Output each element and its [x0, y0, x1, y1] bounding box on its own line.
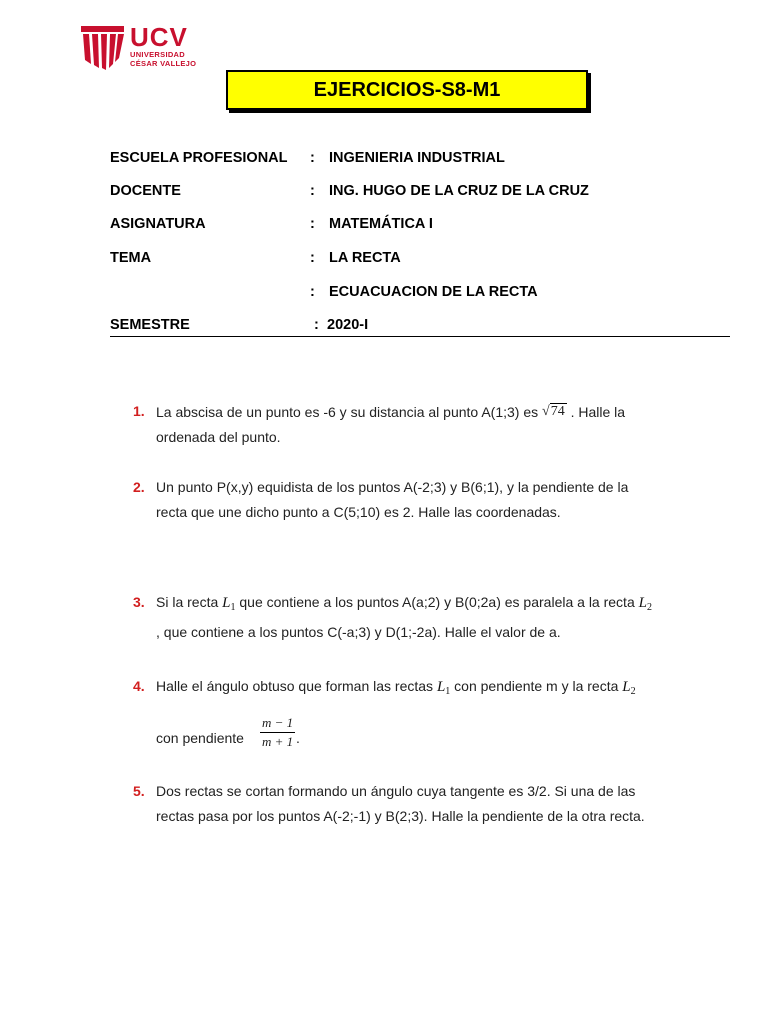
exercise-line: rectas pasa por los puntos A(-2;-1) y B(2;3). Halle la pendiente de la otra recta. [156, 808, 645, 824]
info-value: INGENIERIA INDUSTRIAL [329, 150, 505, 166]
line-l2-symbol: $L_2$ [622, 679, 636, 697]
info-key: TEMA [110, 250, 152, 266]
info-value: LA RECTA [329, 250, 401, 266]
exercise-text [156, 779, 736, 829]
document-title: EJERCICIOS-S8-M1 [226, 70, 588, 110]
info-separator: : [314, 317, 319, 333]
exercise-line: . [296, 730, 300, 746]
exercise-line: La abscisa de un punto es -6 y su distancia al punto A(1;3) es [156, 404, 543, 420]
logo-name: UCV [130, 22, 188, 52]
exercise-text [156, 399, 736, 450]
exercise-line: que contiene a los puntos A(a;2) y B(0;2a) es paralela a la recta [235, 594, 639, 610]
line-l1-symbol: $L_1$ [436, 679, 451, 697]
fraction-numerator: m − 1 [260, 714, 295, 733]
exercise-line: con pendiente m y la recta [450, 678, 623, 694]
info-key: DOCENTE [110, 183, 181, 199]
logo-line-2: CÉSAR VALLEJO [130, 59, 197, 68]
info-key: ESCUELA PROFESIONAL [110, 150, 288, 166]
exercise-line: con pendiente [156, 730, 244, 746]
exercise-number: 5. [133, 783, 145, 799]
exercise-line: recta que une dicho punto a C(5;10) es 2. Halle las coordenadas. [156, 504, 561, 520]
fraction-denominator: m + 1 [262, 734, 294, 749]
exercise-line: Dos rectas se cortan formando un ángulo cuya tangente es 3/2. Si una de las [156, 783, 636, 799]
exercise-line: . Halle la [566, 404, 626, 420]
info-key: SEMESTRE [110, 317, 190, 333]
line-l2-symbol: $L_2$ [638, 595, 652, 613]
info-value: MATEMÁTICA I [329, 216, 433, 232]
logo-line-1: UNIVERSIDAD [130, 50, 185, 59]
line-l1-symbol: $L_1$ [222, 595, 236, 613]
exercise-line: ordenada del punto. [156, 429, 281, 445]
info-separator: : [310, 150, 315, 166]
exercise-number: 2. [133, 479, 145, 495]
exercise-line: Halle el ángulo obtuso que forman las rectas [156, 678, 437, 694]
radicand: 74 [550, 404, 565, 419]
info-value: 2020-I [327, 317, 369, 333]
exercise-number: 3. [133, 594, 145, 610]
exercise-line: Un punto P(x,y) equidista de los puntos A(-2;3) y B(6;1), y la pendiente de la [156, 479, 629, 495]
exercise-number: 1. [133, 403, 145, 419]
exercise-number: 4. [133, 678, 145, 694]
exercise-text [156, 674, 736, 754]
slope-fraction [260, 714, 295, 751]
exercise-text [156, 475, 736, 525]
exercise-line: Si la recta [156, 594, 223, 610]
info-key: ASIGNATURA [110, 216, 206, 232]
exercise-text [156, 590, 736, 645]
info-separator: : [310, 250, 315, 266]
info-separator: : [310, 183, 315, 199]
ucv-logo-text [130, 24, 196, 68]
square-root: √74 [542, 404, 565, 419]
info-separator: : [310, 216, 315, 232]
info-separator: : [310, 284, 315, 300]
info-value: ECUACUACION DE LA RECTA [329, 284, 538, 300]
info-value: ING. HUGO DE LA CRUZ DE LA CRUZ [329, 183, 589, 199]
header-divider [110, 336, 730, 337]
exercise-line: , que contiene a los puntos C(-a;3) y D(1;-2a). Halle el valor de a. [156, 624, 561, 640]
exercise-line-with-fraction [156, 714, 736, 754]
